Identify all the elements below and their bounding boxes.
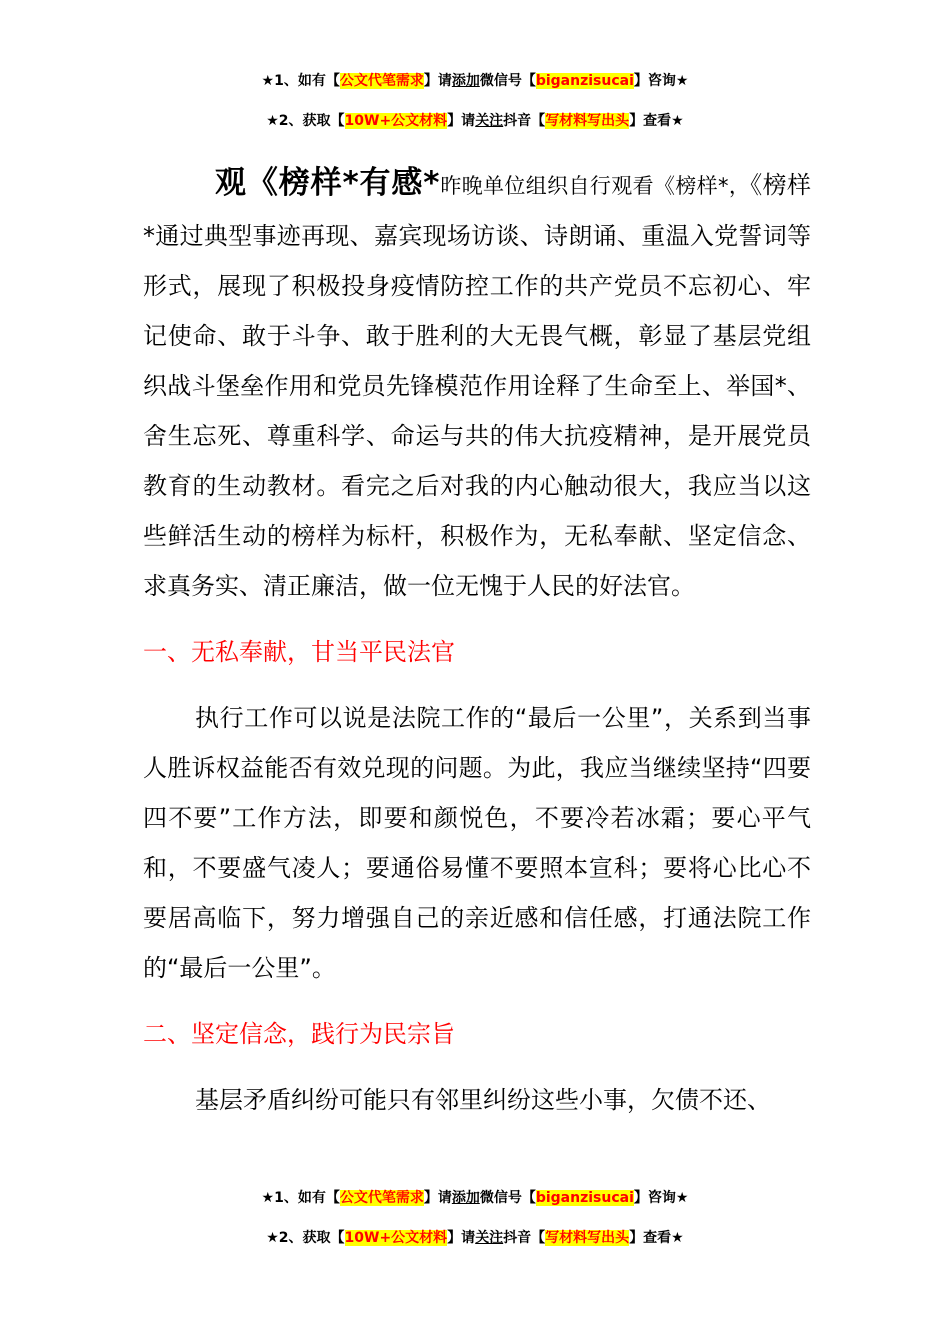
highlight-tag: 10W+公文材料 [344,1230,448,1246]
douyin-id: 写材料写出头 [545,1230,630,1246]
footer-banner-2: ★2、获取【10W+公文材料】请关注抖音【写材料写出头】查看★ [266,1230,684,1246]
section-1-paragraph: 执行工作可以说是法院工作的“最后一公里”，关系到当事人胜诉权益能否有效兑现的问题。为此，我应当继续坚持“四要四不要”工作方法，即要和颜悦色，不要冷若冰霜；要心平气和，不要盛气凌人；要通俗易懂不要照本宣科；要将心比心不要居高临下，努力增强自己的亲近感和信任感，打通法院工作的“最后一公里”。 [143,704,811,982]
intro-paragraph: 观《榜样*有感*昨晚单位组织自行观看《榜样*，《榜样*通过典型事迹再现、嘉宾现场访谈、诗朗诵、重温入党誓词等形式，展现了积极投身疫情防控工作的共产党员不忘初心、牢记使命、敢于斗争、敢于胜利的大无畏气概，彰显了基层党组织战斗堡垒作用和党员先锋模范作用诠释了生命至上、举国*、舍生忘死、尊重科学、命运与共的伟大抗疫精神，是开展党员教育的生动教材。看完之后对我的内心触动很大，我应当以这些鲜活生动的榜样为标杆，积极作为，无私奉献、坚定信念、求真务实、清正廉洁，做一位无愧于人民的好法官。 [143,165,812,600]
header-banner-2: ★2、获取【10W+公文材料】请关注抖音【写材料写出头】查看★ [266,113,684,129]
article-title: 观《榜样*有感* [215,165,440,201]
header-banner-1: ★1、如有【公文代笔需求】请添加微信号【biganzisucai】咨询★ [261,73,689,89]
wechat-id: biganzisucai [535,1190,634,1206]
wechat-id: biganzisucai [535,73,634,89]
section-2-heading: 二、坚定信念，践行为民宗旨 [143,1020,455,1048]
highlight-tag: 10W+公文材料 [344,113,448,129]
article-body [143,158,811,1125]
section-2-paragraph: 基层矛盾纠纷可能只有邻里纠纷这些小事，欠债不还、 [195,1086,771,1114]
douyin-id: 写材料写出头 [545,113,630,129]
footer-banner-1: ★1、如有【公文代笔需求】请添加微信号【biganzisucai】咨询★ [261,1190,689,1206]
highlight-tag: 公文代笔需求 [339,73,424,89]
section-1-heading: 一、无私奉献，甘当平民法官 [143,638,455,666]
highlight-tag: 公文代笔需求 [339,1190,424,1206]
